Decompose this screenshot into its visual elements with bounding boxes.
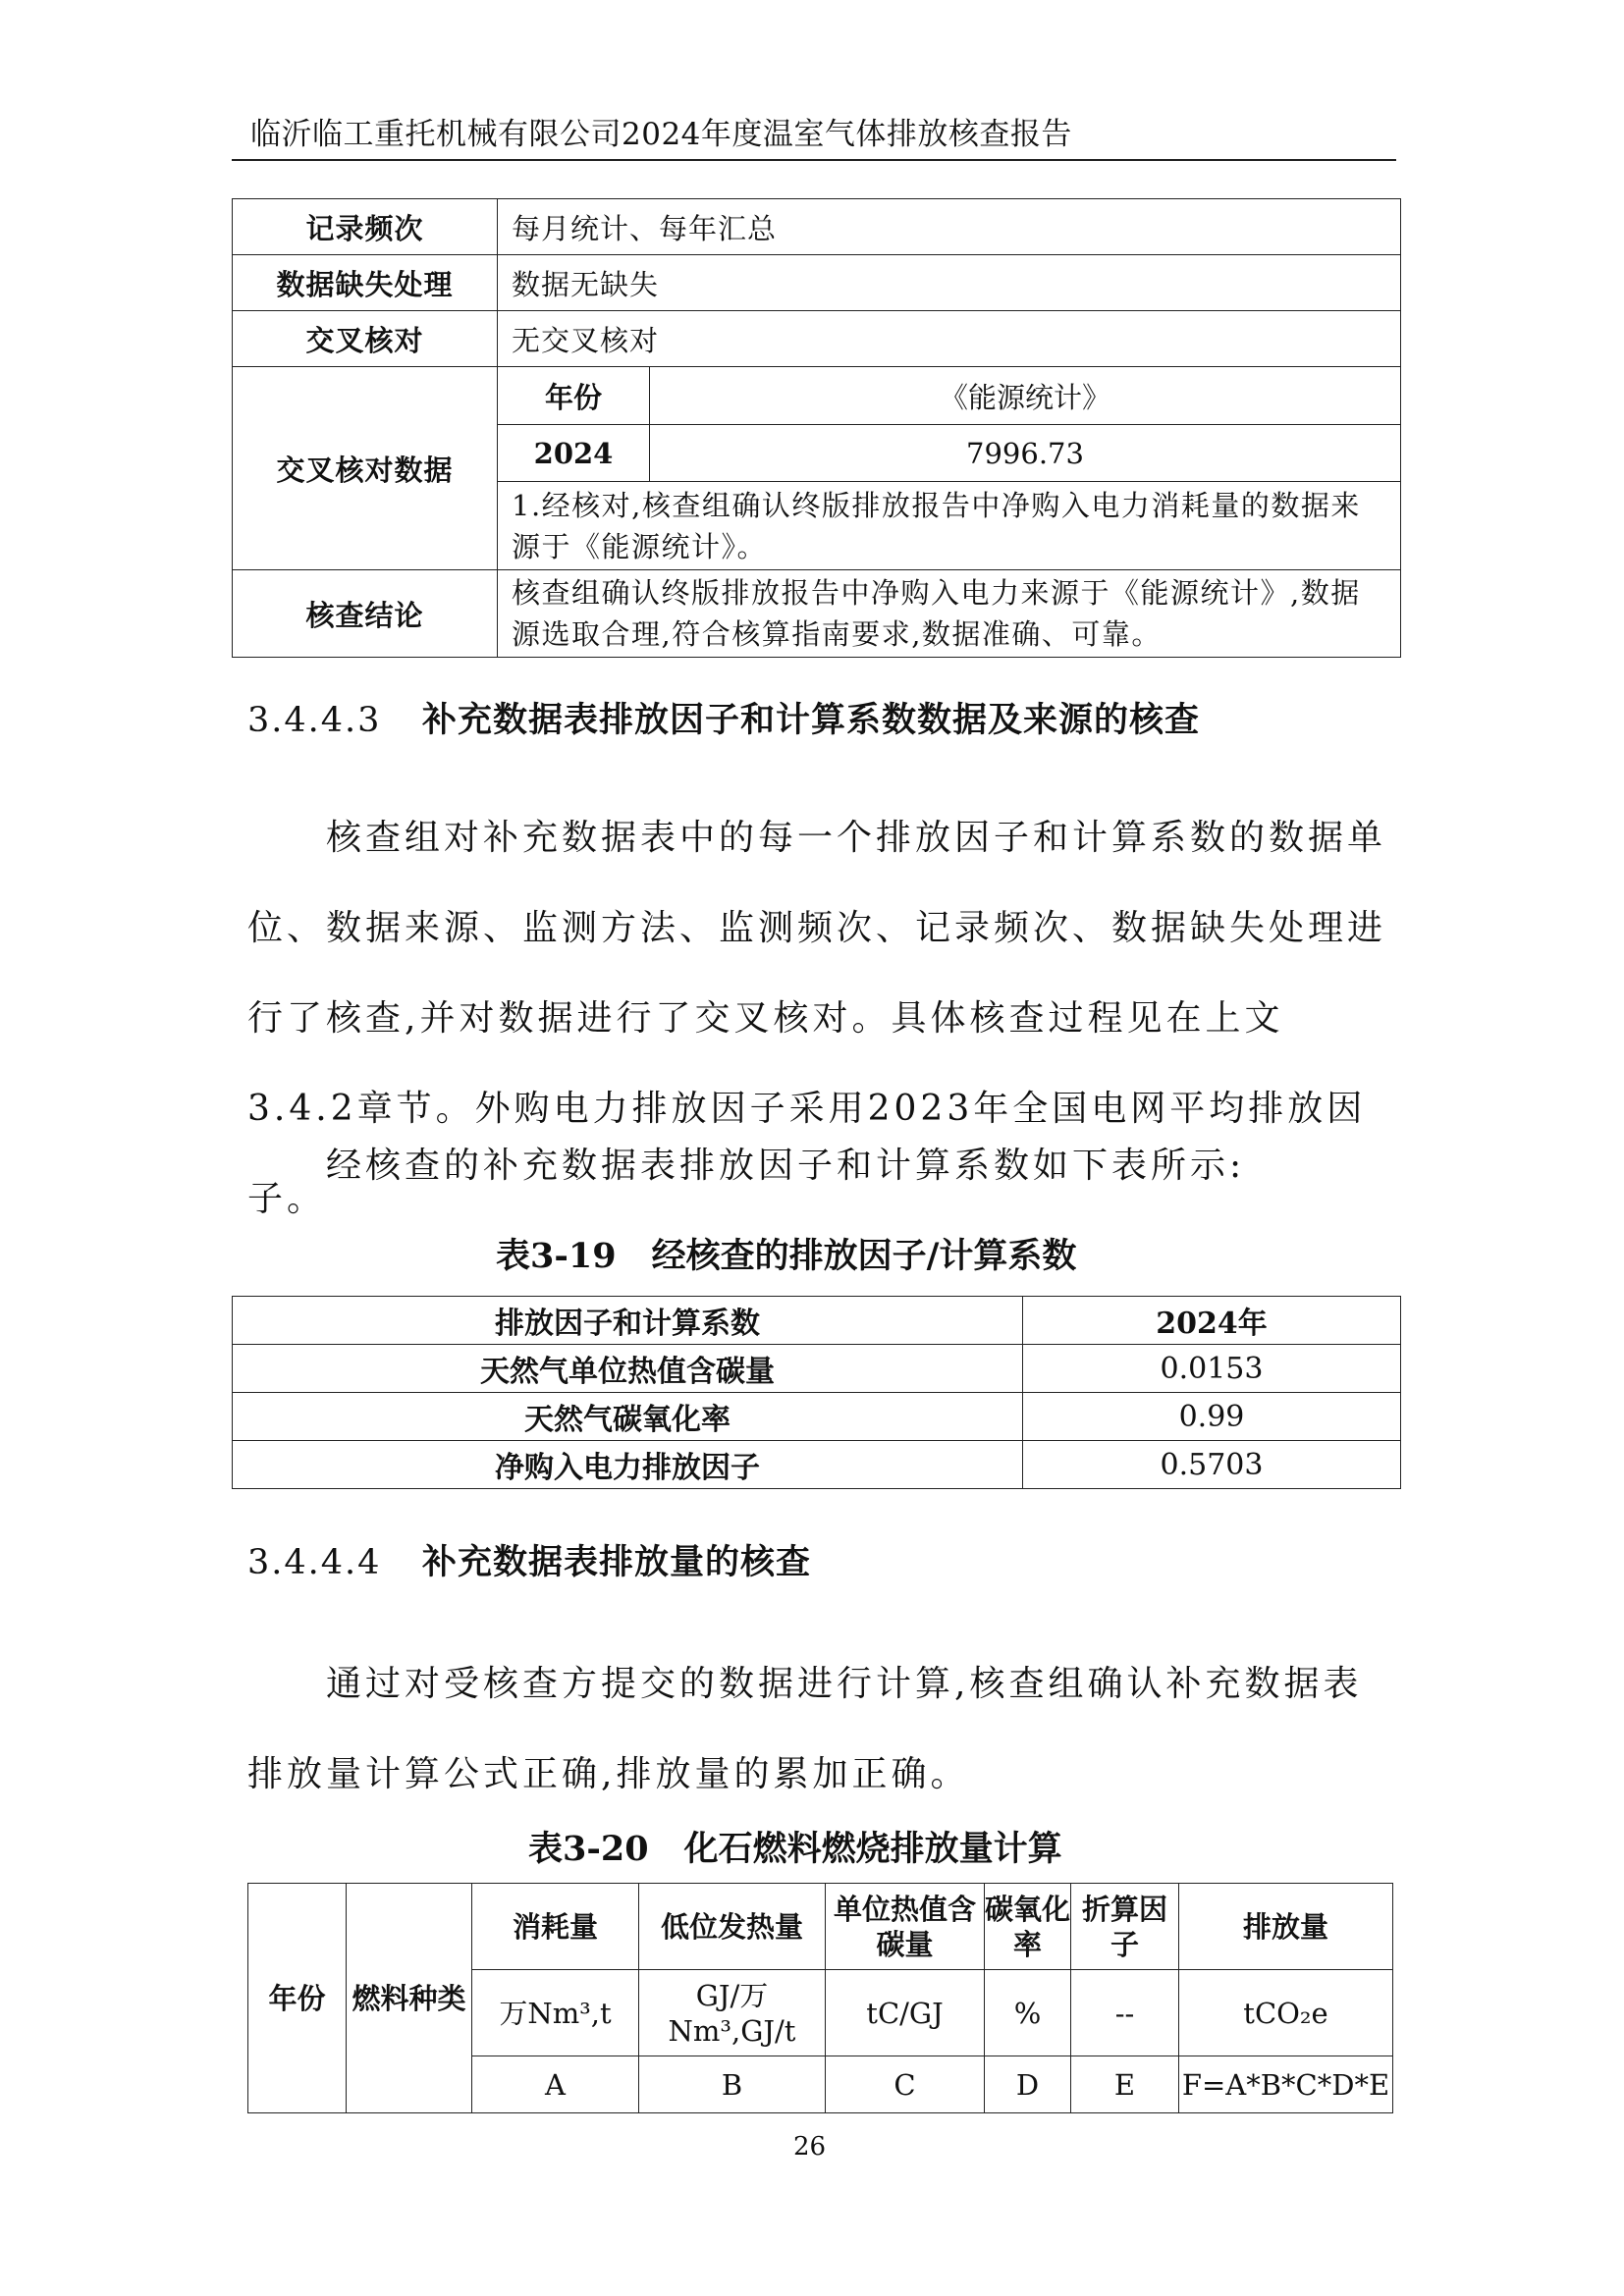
- caption-title: 经核查的排放因子/计算系数: [651, 1236, 1077, 1276]
- code-cell: D: [985, 2056, 1071, 2113]
- col-year-header: 年份: [248, 1884, 347, 2113]
- unit-cell: tCO₂e: [1179, 1970, 1393, 2056]
- factor-value: 0.0153: [1023, 1345, 1401, 1393]
- column-header: 消耗量: [472, 1884, 639, 1970]
- column-header: 低位发热量: [639, 1884, 826, 1970]
- col-fuel-header: 燃料种类: [347, 1884, 472, 2113]
- code-cell: E: [1071, 2056, 1179, 2113]
- table-caption: [528, 1822, 1062, 1871]
- table-row: [233, 570, 1401, 658]
- section-title: 补充数据表排放量的核查: [422, 1542, 812, 1582]
- page-number: 26: [793, 2132, 827, 2162]
- header-rule: [232, 159, 1396, 161]
- row-label: 交叉核对: [233, 311, 498, 367]
- table-caption: [496, 1229, 1076, 1278]
- row-label: 记录频次: [233, 199, 498, 255]
- page-header-title: 临沂临工重托机械有限公司2024年度温室气体排放核查报告: [250, 117, 1072, 152]
- unit-cell: %: [985, 1970, 1071, 2056]
- column-header: 排放量: [1179, 1884, 1393, 1970]
- column-header: 排放因子和计算系数: [233, 1297, 1023, 1345]
- row-label: 数据缺失处理: [233, 255, 498, 311]
- factor-value: 0.99: [1023, 1393, 1401, 1441]
- unit-cell: 万Nm³,t: [472, 1970, 639, 2056]
- column-header: 折算因子: [1071, 1884, 1179, 1970]
- caption-number: 表3-20: [528, 1829, 649, 1869]
- row-value: 每月统计、每年汇总: [498, 199, 1401, 255]
- table-row: [233, 255, 1401, 311]
- cross-check-value: 7996.73: [650, 425, 1401, 482]
- table-row: [233, 311, 1401, 367]
- table-row: [233, 367, 1401, 425]
- section-heading: [247, 1535, 811, 1584]
- unit-cell: --: [1071, 1970, 1179, 2056]
- column-header: 单位热值含碳量: [826, 1884, 985, 1970]
- body-paragraph: 经核查的补充数据表排放因子和计算系数如下表所示:: [326, 1146, 1246, 1186]
- factor-name: 天然气碳氧化率: [233, 1393, 1023, 1441]
- conclusion-text: 核查组确认终版排放报告中净购入电力来源于《能源统计》,数据源选取合理,符合核算指南要求,数据准确、可靠。: [498, 570, 1401, 658]
- cross-check-note: 1.经核对,核查组确认终版排放报告中净购入电力消耗量的数据来源于《能源统计》。: [498, 482, 1401, 570]
- factor-name: 净购入电力排放因子: [233, 1441, 1023, 1489]
- col-year-header: 年份: [498, 367, 650, 425]
- caption-number: 表3-19: [496, 1236, 617, 1276]
- conclusion-label: 核查结论: [233, 570, 498, 658]
- row-value: 数据无缺失: [498, 255, 1401, 311]
- section-heading: [247, 693, 1200, 742]
- factor-name: 天然气单位热值含碳量: [233, 1345, 1023, 1393]
- cross-check-label: 交叉核对数据: [233, 367, 498, 570]
- row-value: 无交叉核对: [498, 311, 1401, 367]
- emission-factor-table: [232, 1296, 1401, 1489]
- body-paragraph: 核查组对补充数据表中的每一个排放因子和计算系数的数据单位、数据来源、监测方法、监测频次、记录频次、数据缺失处理进行了核查,并对数据进行了交叉核对。具体核查过程见在上文3.4.2章节。外购电力排放因子采用2023年全国电网平均排放因子。: [247, 818, 1387, 1219]
- section-number: 3.4.4.3: [247, 701, 382, 740]
- code-cell: F=A*B*C*D*E: [1179, 2056, 1393, 2113]
- table-row: [233, 1345, 1401, 1393]
- table-row: [233, 199, 1401, 255]
- table-header-row: [233, 1297, 1401, 1345]
- column-header: 2024年: [1023, 1297, 1401, 1345]
- col-source-header: 《能源统计》: [650, 367, 1401, 425]
- code-cell: C: [826, 2056, 985, 2113]
- table-header-row: [248, 1884, 1393, 1970]
- unit-cell: tC/GJ: [826, 1970, 985, 2056]
- body-paragraph: 通过对受核查方提交的数据进行计算,核查组确认补充数据表排放量计算公式正确,排放量的累加正确。: [247, 1664, 1363, 1794]
- unit-cell: GJ/万Nm³,GJ/t: [639, 1970, 826, 2056]
- code-cell: A: [472, 2056, 639, 2113]
- code-cell: B: [639, 2056, 826, 2113]
- caption-title: 化石燃料燃烧排放量计算: [683, 1829, 1062, 1869]
- factor-value: 0.5703: [1023, 1441, 1401, 1489]
- table-row: [233, 1441, 1401, 1489]
- data-source-table: [232, 198, 1401, 658]
- column-header: 碳氧化率: [985, 1884, 1071, 1970]
- cross-check-year: 2024: [498, 425, 650, 482]
- section-number: 3.4.4.4: [247, 1543, 382, 1582]
- table-row: [233, 1393, 1401, 1441]
- section-title: 补充数据表排放因子和计算系数数据及来源的核查: [422, 700, 1201, 740]
- fossil-fuel-emission-table: [247, 1883, 1393, 2113]
